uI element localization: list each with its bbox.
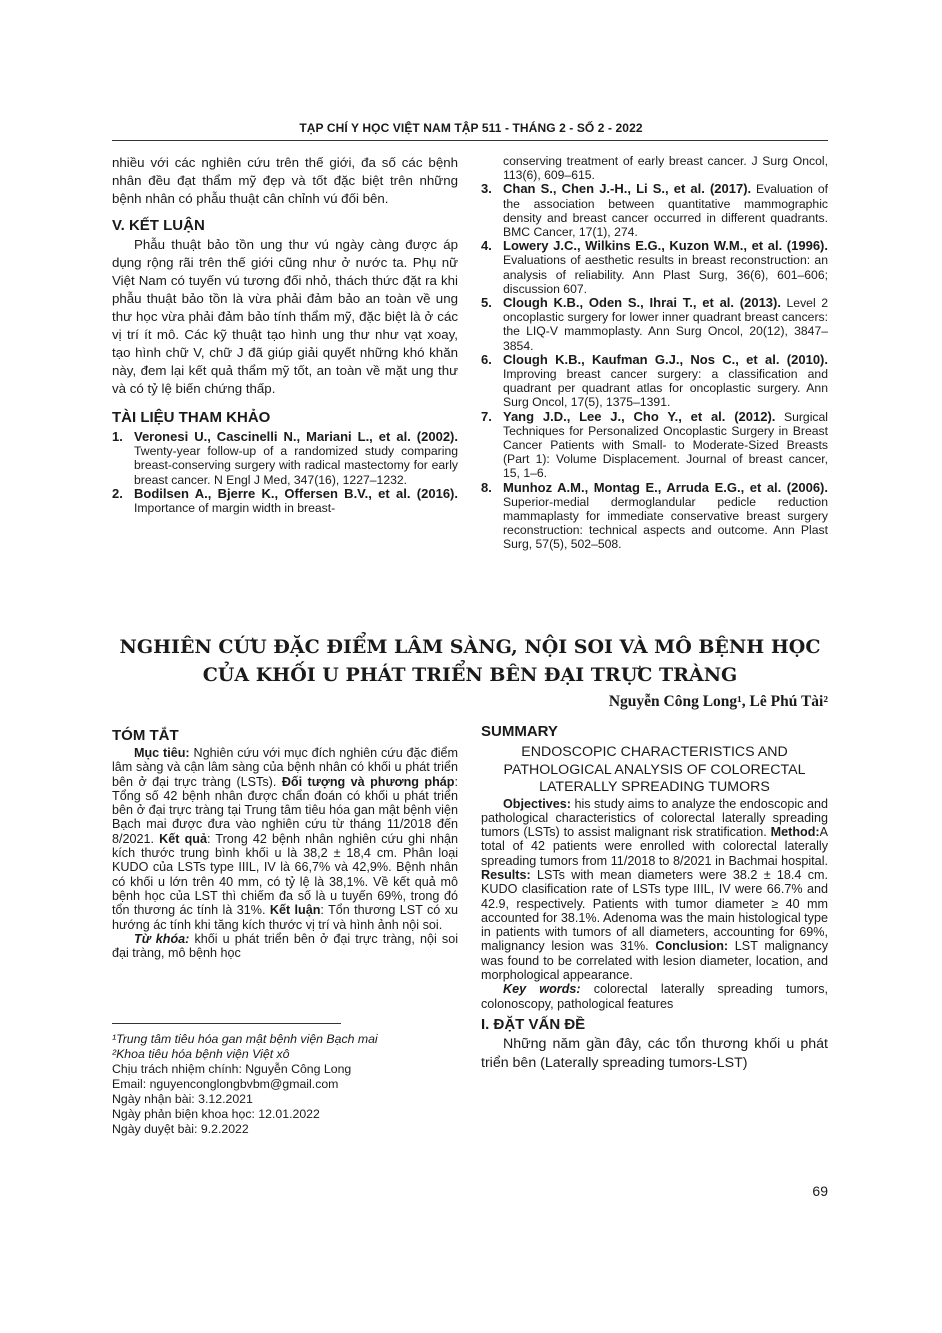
english-title: ENDOSCOPIC CHARACTERISTICS AND PATHOLOGICAL ANALYSIS OF COLORECTAL LATERALLY SPREADING TUMORS	[503, 744, 806, 795]
objectives-text: Nghiên cứu với mục đích nghiên cứu đặc điểm lâm sàng và cận lâm sàng của bệnh nhân có khối u phát triển bên ở đại trực tràng (LSTs).	[112, 746, 459, 789]
keywords-label: Từ khóa:	[134, 931, 190, 946]
reference-text: Improving breast cancer surgery: a classification and quadrant per quadrant atlas for oncoplastic surgery. Ann Surg Oncol, 17(5), 1375–1391.	[503, 367, 828, 410]
reference-authors: Munhoz A.M., Montag E., Arruda E.G., et al. (2006).	[503, 479, 828, 495]
introduction-text: Những năm gần đây, các tổn thương khối u phát triển bên (Laterally spreading tumors-LST)	[481, 1035, 828, 1071]
keywords-label: Key words:	[503, 982, 581, 997]
results-label: Kết quả	[159, 831, 207, 846]
article-authors: Nguyễn Công Long¹, Lê Phú Tài²	[608, 693, 828, 710]
reference-authors: Clough K.B., Kaufman G.J., Nos C., et al. (2010).	[503, 351, 828, 367]
reference-text: Evaluations of aesthetic results in breast reconstruction: an analysis of reliability. Ann Plast Surg, 36(6), 601–606; discussion 607.	[503, 253, 828, 296]
reference-number: 8.	[481, 479, 492, 495]
journal-header: TẠP CHÍ Y HỌC VIỆT NAM TẬP 511 - THÁNG 2 - SỐ 2 - 2022	[299, 121, 643, 135]
keywords-vn	[112, 932, 458, 961]
reference-item	[112, 430, 458, 487]
abstract-heading-vn: TÓM TẮT	[112, 727, 179, 744]
reference-authors: Veronesi U., Cascinelli N., Mariani L., et al. (2002).	[134, 429, 458, 444]
reference-authors: Lowery J.C., Wilkins E.G., Kuzon W.M., et al. (1996).	[503, 238, 828, 254]
footnote-affiliation-2: ²Khoa tiêu hóa bệnh viện Việt xô	[112, 1047, 290, 1061]
reference-text: Superior-medial dermoglandular pedicle reduction mammaplasty for immediate conservative breast surgery reconstruction: technical aspects and outcome. Ann Plast Surg, 57(5), 502–508.	[503, 494, 828, 552]
reference-authors: Yang J.D., Lee J., Cho Y., et al. (2012).	[503, 408, 776, 424]
method-text: A total of 42 patients were enrolled with colorectal laterally spreading tumors from 11/2018 to 8/2021 in Bachmai hospital.	[481, 825, 829, 868]
abstract-body-vn	[112, 746, 458, 932]
footnote-rule	[112, 1023, 341, 1024]
reference-number: 5.	[481, 295, 492, 311]
keywords-text: colorectal laterally spreading tumors, colonoscopy, pathological features	[481, 982, 828, 1011]
reference-continuation: conserving treatment of early breast cancer. J Surg Oncol, 113(6), 609–615.	[503, 154, 828, 183]
article-title-line2: CỦA KHỐI U PHÁT TRIỂN BÊN ĐẠI TRỰC TRÀNG	[202, 664, 738, 686]
reference-item	[481, 410, 828, 481]
left-top-column	[112, 154, 458, 515]
article-title-line1: NGHIÊN CỨU ĐẶC ĐIỂM LÂM SÀNG, NỘI SOI VÀ MÔ BỆNH HỌC	[119, 636, 821, 658]
reference-number: 6.	[481, 351, 492, 367]
method-label: Method:	[770, 825, 820, 840]
footnotes	[112, 1032, 458, 1137]
results-label: Results:	[481, 867, 531, 882]
reference-authors: Chan S., Chen J.-H., Li S., et al. (2017).	[503, 181, 752, 197]
results-text: : Trong 42 bệnh nhân nghiên cứu ghi nhận kích thước trung bình khối u là 38,2 ± 18,4 cm. Phân loại KUDO của LSTs type IIIL, IV là 66,7% và 42,9%. Bệnh nhân có khối u lớn trên 40 mm, có tỷ lệ là 38,1%. Về kết quả mô bệnh học của LST thì chiếm đa số là u tuyến 69%, trong đó tổn thương ác tính là 31%.	[112, 831, 459, 918]
english-abstract	[481, 724, 828, 1073]
results-text: LSTs with mean diameters were 38.2 ± 18.4 cm. KUDO clasification rate of LSTs type IIIL, IV were 66.7% and 42.9, respectively. Patients with tumor diameter ≥ 40 mm accounted for 38.1%. Adenoma was the main histological type in patients with tumors of all diameters, accounting for 69%, malignancy lesion was 31%.	[481, 867, 829, 954]
method-text: : Tổng số 42 bệnh nhân được chẩn đoán có khối u phát triển bên ở đại trực tràng tại Trung tâm tiêu hóa gan mật bệnh viện Bạch mai được đưa vào nghiên cứu từ tháng 11/2018 đến 8/2021.	[112, 774, 458, 846]
reference-authors: Bodilsen A., Bjerre K., Offersen B.V., et al. (2016).	[134, 485, 458, 501]
keywords-text: khối u phát triển bên ở đại trực tràng, nội soi đại tràng, mô bệnh học	[112, 931, 458, 961]
reference-number: 7.	[481, 408, 492, 424]
reference-number: 3.	[481, 181, 492, 197]
footnote-email: Email: nguyenconglongbvbm@gmail.com	[112, 1077, 339, 1091]
footnote-affiliation-1: ¹Trung tâm tiêu hóa gan mật bệnh viện Bạch mai	[112, 1032, 378, 1046]
reference-authors: Clough K.B., Oden S., Ihrai T., et al. (2013).	[503, 295, 781, 311]
objectives-label: Objectives:	[503, 796, 571, 811]
reference-item	[481, 182, 828, 239]
conclusion-label: Kết luận	[269, 903, 321, 918]
footnote-accepted: Ngày duyệt bài: 9.2.2022	[112, 1122, 249, 1136]
objectives-text: his study aims to analyze the endoscopic and pathological characteristics of colorectal laterally spreading tumors (LSTs) to assist malignant risk stratification.	[481, 796, 828, 840]
reference-number: 2.	[112, 485, 123, 501]
reference-item	[481, 296, 828, 353]
reference-item	[481, 239, 828, 296]
abstract-heading-en: SUMMARY	[481, 723, 558, 740]
reference-text: Evaluation of the association between quantitative mammographic density and breast cancer occurred in different quadrants. BMC Cancer, 17(1), 274.	[503, 182, 829, 240]
footnote-reviewed: Ngày phản biện khoa học: 12.01.2022	[112, 1107, 320, 1121]
reference-text: Twenty-year follow-up of a randomized study comparing breast-conserving surgery with radical mastectomy for early breast cancer. N Engl J Med, 347(16), 1227–1232.	[134, 444, 458, 487]
footnote-received: Ngày nhận bài: 3.12.2021	[112, 1092, 253, 1106]
objectives-label: Mục tiêu:	[134, 746, 190, 760]
introduction-heading: I. ĐẶT VẤN ĐỀ	[481, 1015, 586, 1033]
conclusion-heading: V. KẾT LUẬN	[112, 217, 205, 234]
references-list-left	[112, 430, 458, 515]
references-heading: TÀI LIỆU THAM KHẢO	[112, 409, 271, 426]
footnote-corresponding: Chịu trách nhiệm chính: Nguyễn Công Long	[112, 1062, 352, 1076]
abstract-body-en	[481, 797, 828, 983]
references-list-right	[481, 182, 828, 551]
header-rule	[112, 140, 828, 141]
vietnamese-abstract	[112, 728, 458, 960]
conclusion-label: Conclusion:	[655, 939, 729, 954]
keywords-en	[481, 982, 828, 1011]
reference-item	[112, 487, 458, 515]
reference-text: Level 2 oncoplastic surgery for lower inner quadrant breast cancers: the LIQ-V mammoplasty. Ann Surg Oncol, 20(12), 3847–3854.	[503, 296, 828, 353]
conclusion-text: LST malignancy was found to be correlated with lesion diameter, location, and morphological appearance.	[481, 939, 829, 983]
reference-text: Importance of margin width in breast-	[134, 501, 336, 516]
reference-number: 4.	[481, 238, 492, 254]
reference-item	[481, 353, 828, 410]
article-title	[112, 633, 828, 689]
reference-item	[481, 481, 828, 552]
method-label: Đối tượng và phương pháp	[281, 774, 455, 789]
conclusion-text: Phẫu thuật bảo tồn ung thư vú ngày càng được áp dụng rộng rãi trên thế giới cũng như ở nước ta. Phụ nữ Việt Nam có tuyến vú tương đối nhỏ, thách thức đặt ra khi phẫu thuật bảo tồn là vừa phải đảm bảo an toàn về ung thư học vừa phải đảm bảo tính thẩm mỹ, đặc biệt là ở các vị trí ít mô. Các kỹ thuật tạo hình ung thư như vạt xoay, tạo hình chữ V, chữ J đã giúp giải quyết những khó khăn này, đem lại kết quả thẩm mỹ tốt, an toàn về mặt ung thư và có tỷ lệ biến chứng thấp.	[112, 237, 458, 396]
reference-number: 1.	[112, 429, 123, 444]
conclusion-text: : Tổn thương LST có xu hướng ác tính khi tăng kích thước vị trí và hình ảnh nội soi.	[112, 903, 458, 932]
reference-text: Surgical Techniques for Personalized Oncoplastic Surgery in Breast Cancer Patients with Small- to Moderate-Sized Breasts (Part 1): Volume Displacement. Journal of breast cancer, 15, 1–6.	[503, 409, 828, 481]
page-number: 69	[812, 1183, 828, 1199]
discussion-tail: nhiều với các nghiên cứu trên thế giới, đa số các bệnh nhân đều đạt thẩm mỹ đẹp và tốt đặc biệt trên những bệnh nhân có phẫu thuật cân chỉnh vú đối bên.	[112, 155, 458, 206]
right-top-column	[481, 154, 828, 552]
